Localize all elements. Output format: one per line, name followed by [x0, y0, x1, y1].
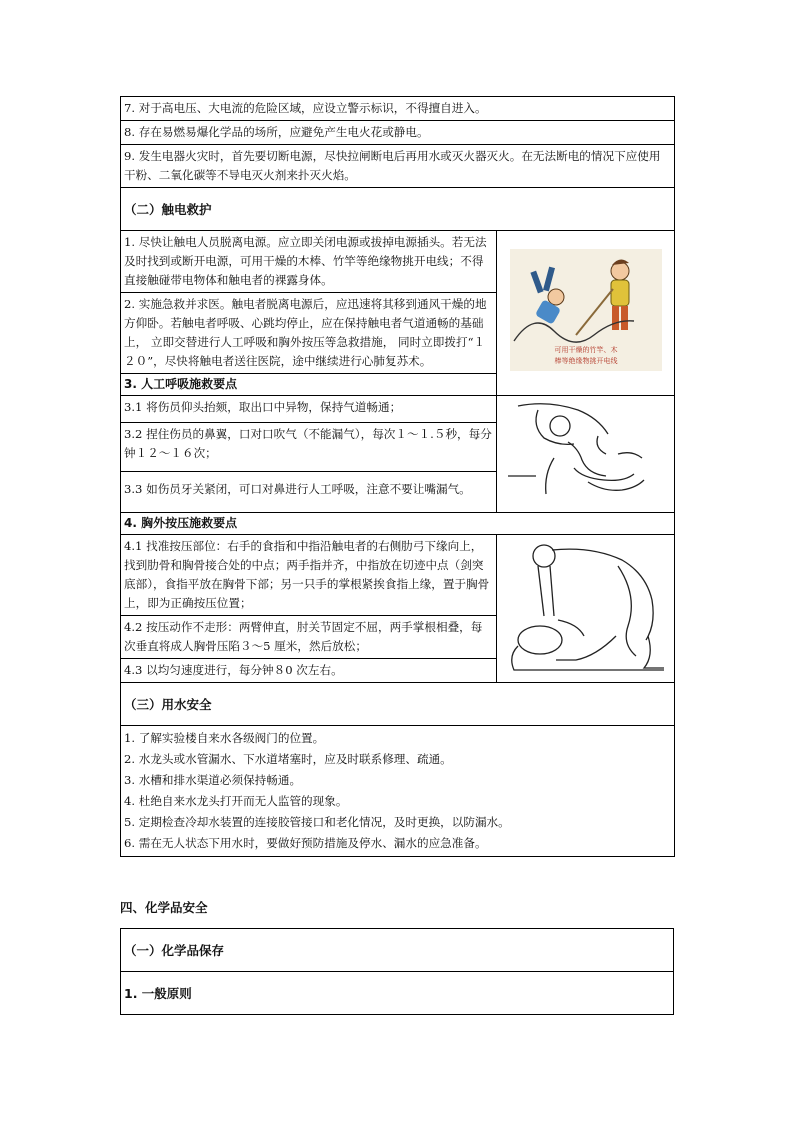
water-list — [121, 726, 675, 857]
breathing-illustration-cell — [497, 396, 675, 513]
table-row — [121, 513, 675, 535]
table-row — [121, 145, 675, 188]
chemical-table-wrapper — [120, 928, 674, 1015]
water-item-1: 1. 了解实验楼自来水各级阀门的位置。 — [124, 731, 325, 745]
rescue-item-2: 2. 实施急救并求医。触电者脱离电源后，应迅速将其移到通风干燥的地方仰卧。若触电者呼吸、心跳均停止，应在保持触电者气道通畅的基础上， 立即交替进行人工呼吸和胸外按压等急救措施， 同时立即拨打“１２０”，尽快将触电者送往医院，途中继续进行心肺复苏术。 — [121, 293, 497, 374]
chest-heading: 4. 胸外按压施救要点 — [121, 513, 675, 535]
document-page — [120, 96, 674, 857]
electric-safety-table — [120, 96, 675, 857]
water-item-6: 6. 需在无人状态下用水时，要做好预防措施及停水、漏水的应急准备。 — [124, 836, 487, 850]
rescue-illustration — [510, 249, 662, 371]
table-row — [121, 97, 675, 121]
water-item-3: 3. 水槽和排水渠道必须保持畅通。 — [124, 773, 302, 787]
water-item-4: 4. 杜绝自来水龙头打开而无人监管的现象。 — [124, 794, 348, 808]
water-item-5: 5. 定期检查冷却水装置的连接胶管接口和老化情况，及时更换，以防漏水。 — [124, 815, 510, 829]
water-heading: （三）用水安全 — [121, 683, 675, 726]
rule-item-7: 7. 对于高电压、大电流的危险区域，应设立警示标识，不得擅自进入。 — [121, 97, 675, 121]
table-row — [121, 121, 675, 145]
table-row — [121, 188, 675, 231]
rescue-illustration-cell — [497, 231, 675, 396]
storage-heading: （一）化学品保存 — [121, 929, 674, 972]
section-4-title: 四、化学品安全 — [120, 900, 208, 915]
rescue-item-1: 1. 尽快让触电人员脱离电源。应立即关闭电源或拔掉电源插头。若无法及时找到或断开电源，可用干燥的木棒、竹竿等绝缘物挑开电线；不得直接触碰带电物体和触电者的裸露身体。 — [121, 231, 497, 293]
table-row — [121, 231, 675, 293]
table-row — [121, 972, 674, 1015]
illustration-caption-line1: 可用干燥的竹竿、木 — [554, 346, 617, 354]
table-row — [121, 535, 675, 616]
rescue-heading: （二）触电救护 — [121, 188, 675, 231]
breath-item-1: 3.1 将伤员仰头抬颏，取出口中异物，保持气道畅通； — [121, 396, 497, 423]
table-row — [121, 929, 674, 972]
rule-item-9: 9. 发生电器火灾时，首先要切断电源，尽快拉闸断电后再用水或灭火器灭火。在无法断电的情况下应使用干粉、二氧化碳等不导电灭火剂来扑灭火焰。 — [121, 145, 675, 188]
chest-item-2: 4.2 按压动作不走形：两臂伸直，肘关节固定不屈，两手掌根相叠，每次垂直将成人胸骨压陷３～5 厘米，然后放松； — [121, 616, 497, 659]
principle-heading: 1. 一般原则 — [121, 972, 674, 1015]
rule-item-8: 8. 存在易燃易爆化学品的场所，应避免产生电火花或静电。 — [121, 121, 675, 145]
water-item-2: 2. 水龙头或水管漏水、下水道堵塞时，应及时联系修理、疏通。 — [124, 752, 452, 766]
illustration-caption-line2: 棒等绝缘物挑开电线 — [554, 357, 617, 365]
compression-illustration-cell — [497, 535, 675, 683]
chest-item-1: 4.1 找准按压部位：右手的食指和中指沿触电者的右侧肋弓下缘向上，找到肋骨和胸骨接合处的中点；两手指并齐，中指放在切迹中点（剑突底部），食指平放在胸骨下部；另一只手的掌根紧挨食指上缘，置于胸骨上，即为正确按压位置； — [121, 535, 497, 616]
chest-item-3: 4.3 以均匀速度进行，每分钟８0 次左右。 — [121, 659, 497, 683]
table-row — [121, 396, 675, 423]
chemical-safety-table — [120, 928, 674, 1015]
table-row — [121, 683, 675, 726]
breath-item-2: 3.2 捏住伤员的鼻翼，口对口吹气（不能漏气），每次１～１.５秒，每分钟１２～１６次； — [121, 423, 497, 472]
breath-item-3: 3.3 如伤员牙关紧闭，可口对鼻进行人工呼吸，注意不要让嘴漏气。 — [121, 472, 497, 513]
breath-heading: 3. 人工呼吸施救要点 — [121, 374, 497, 396]
compression-illustration — [498, 536, 674, 676]
breathing-illustration — [498, 396, 674, 506]
table-row — [121, 726, 675, 857]
